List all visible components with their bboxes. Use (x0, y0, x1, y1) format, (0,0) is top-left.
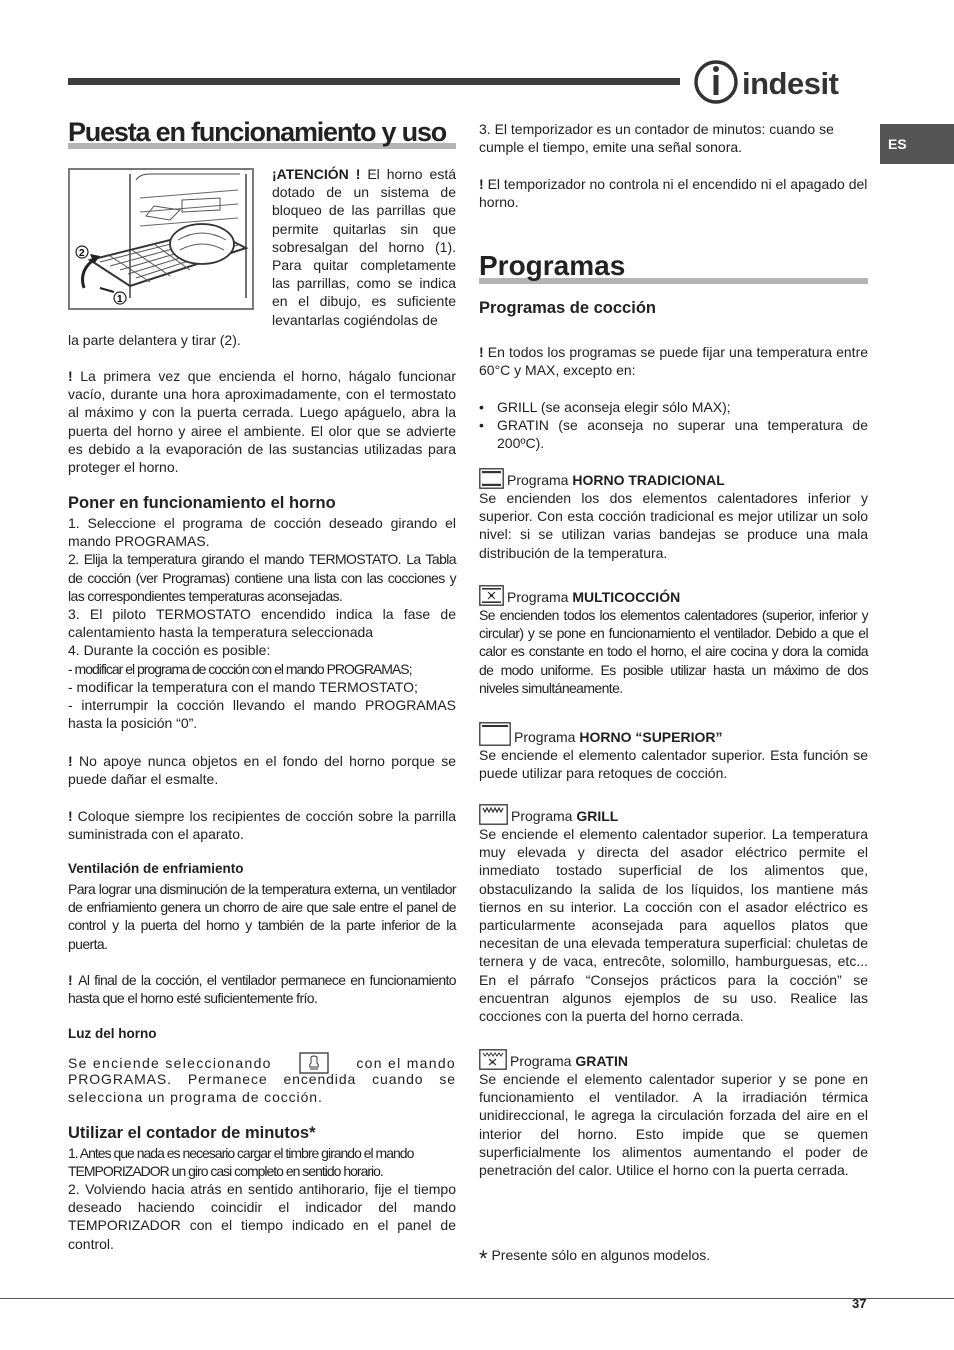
top-heat-icon (479, 722, 511, 746)
programa-word: Programa (514, 728, 576, 745)
program-grill (479, 804, 868, 1025)
program-multicooking (479, 585, 868, 697)
program-description: Se encienden todos los elementos calentadores (superior, inferior y circular) y se pone en funcionamiento el ventilador. Debido a que el calor es constante en todo el horno, el aire cocina y dora la comida de modo uniforme. Es posible utilizar hasta un máximo de dos niveles simultáneamente. (479, 607, 868, 696)
program-description: Se enciende el elemento calentador superior. Esta función se puede utilizar para retoques de cocción. (479, 747, 868, 782)
rack-warning-text: Coloque siempre los recipientes de cocción sobre la parrilla suministrada con el aparato. (68, 808, 456, 843)
exception-item: • GRATIN (se aconseja no superar una temperatura de 200ºC). (497, 416, 868, 452)
attention-label: ¡ATENCIÓN ! (272, 166, 361, 182)
multicooking-fan-icon (479, 585, 504, 606)
warning-mark: ! (68, 808, 73, 824)
ventilation-heading: Ventilación de enfriamiento (68, 861, 244, 876)
program-description: Se enciende el elemento calentador superior. La temperatura muy elevada y directa del asador eléctrico permite el inmediato tostado superficial de los alimentos que, obstaculizando la salida de los líquidos, los mantiene más tiernos en su interior. La cocción con el asador eléctrico es particularmente aconsejada para aquellos platos que necesitan de una elevada temperatura superficial: chuletas de ternera y de vaca, entrecôte, solomillo, hamburguesas, etc... En el párrafo “Consejos prácticos para la cocción” se encuentran algunos ejemplos de su uso. Realice las cocciones con la puerta del horno cerrada. (479, 826, 868, 1025)
start-step-4c: - interrumpir la cocción llevando el mando PROGRAMAS hasta la posición “0”. (68, 697, 456, 732)
timer-step-3: 3. El temporizador es un contador de minutos: cuando se cumple el tiempo, emite una señal sonora. (479, 121, 834, 156)
warning-mark: ! (68, 753, 73, 769)
light-heading: Luz del horno (68, 1026, 157, 1041)
start-step-2: 2. Elija la temperatura girando el mando TERMOSTATO. La Tabla de cocción (ver Programas) contiene una lista con las cocciones y las correspondientes temperaturas aconsejadas. (68, 551, 456, 604)
indesit-logo (694, 58, 870, 106)
start-step-1: 1. Seleccione el programa de cocción deseado girando el mando PROGRAMAS. (68, 515, 456, 550)
first-use-text: La primera vez que encienda el horno, hágalo funcionar vacío, durante una hora aproximadamente, con el termostato al máximo y con la puerta cerrada. Luego apáguelo, abra la puerta del horno y airee el ambiente. El olor que se advierte es debido a la evaporación de las sustancias utilizadas para proteger el horno. (68, 368, 457, 476)
programa-word: Programa (507, 471, 569, 488)
program-name: HORNO TRADICIONAL (572, 471, 725, 488)
timer-warning-text: El temporizador no controla ni el encendido ni el apagado del horno. (479, 176, 868, 211)
start-step-4a: - modificar el programa de cocción con el mando PROGRAMAS; (68, 660, 412, 677)
brand-wordmark: indesit (742, 66, 839, 101)
page-title: Puesta en funcionamiento y uso (68, 117, 447, 147)
light-text-a: Se enciende seleccionando (68, 1054, 272, 1071)
gratin-icon (479, 1049, 507, 1070)
programs-title: Programas (479, 250, 626, 281)
oven-rack-illustration (70, 170, 252, 308)
light-line-1 (68, 1052, 456, 1072)
timer-warning (479, 175, 868, 211)
programa-word: Programa (511, 807, 573, 824)
conventional-oven-icon (479, 468, 504, 489)
program-conventional (479, 468, 868, 562)
start-step-3: 3. El piloto TERMOSTATO encendido indica la fase de calentamiento hasta la temperatura seleccionada (68, 606, 456, 641)
figure-label-2: 2 (79, 248, 85, 259)
ventilation-warning-text: Al final de la cocción, el ventilador permanece en funcionamiento hasta que el horno esté suficientemente frío. (68, 972, 456, 1007)
bottom-warning-text: No apoye nunca objetos en el fondo del horno porque se puede dañar el esmalte. (68, 753, 457, 788)
attention-paragraph (272, 165, 456, 329)
bottom-warning (68, 752, 456, 788)
timer-step-1: 1. Antes que nada es necesario cargar el timbre girando el mando TEMPORIZADOR un giro casi completo en sentido horario. (68, 1145, 414, 1180)
program-top-heat (479, 722, 868, 782)
start-oven-heading: Poner en funcionamiento el horno (68, 494, 336, 512)
first-use-warning (68, 367, 456, 476)
figure-label-1: 1 (117, 294, 123, 305)
start-step-4b: - modificar la temperatura con el mando TERMOSTATO; (68, 678, 418, 695)
ventilation-warning (68, 971, 456, 1007)
temperature-note (479, 343, 868, 379)
timer-step-2-wrap (68, 1180, 456, 1253)
program-name: MULTICOCCIÓN (572, 588, 681, 605)
grill-icon (479, 804, 508, 825)
language-tab: ES (880, 124, 954, 164)
warning-mark: ! (68, 972, 73, 988)
start-step-4: 4. Durante la cocción es posible: (68, 642, 271, 659)
warning-mark: ! (479, 176, 484, 192)
footnote (479, 1246, 711, 1271)
program-description: Se enciende el elemento calentador superior y se pone en funcionamiento el ventilador. A la irradiación térmica unidireccional, le agrega la circulación forzada del aire en el interior del horno. Esto impide que se quemen superficialmente los alimentos aumentando el poder de penetración del calor. Utilice el horno con la puerta cerrada. (479, 1071, 868, 1179)
attention-text: El horno está dotado de un sistema de bloqueo de las parrillas que permite quitarlas sin que sobresalgan del horno (1). Para quitar completamente las parrillas, como se indica en el dibujo, es suficiente levantarlas cogiéndolas de (272, 166, 456, 328)
attention-tail: la parte delantera y tirar (2). (68, 332, 241, 348)
timer-step-2: 2. Volviendo hacia atrás en sentido antihorario, fije el tiempo deseado haciendo coincidir el indicador del mando TEMPORIZADOR con el tiempo indicado en el panel de control. (68, 1181, 456, 1252)
ventilation-text: Para lograr una disminución de la temperatura externa, un ventilador de enfriamiento genera un chorro de aire que sale entre el panel de control y la puerta del horno y también de la parte inferior de la puerta. (68, 881, 456, 952)
light-text-c: PROGRAMAS. Permanece encendida cuando se selecciona un programa de cocción. (68, 1071, 456, 1106)
warning-mark: ! (68, 368, 73, 384)
programa-word: Programa (510, 1052, 572, 1069)
header-rule (68, 78, 680, 85)
warning-mark: ! (479, 344, 484, 360)
exceptions-list (479, 398, 868, 453)
programa-word: Programa (507, 588, 569, 605)
exception-item: • GRILL (se aconseja elegir sólo MAX); (497, 398, 868, 416)
page-number: 37 (852, 1296, 867, 1311)
cooking-programs-heading: Programas de cocción (479, 299, 656, 317)
footnote-mark: * (479, 1246, 488, 1271)
rack-warning (68, 807, 456, 843)
program-description: Se encienden los dos elementos calentadores inferior y superior. Con esta cocción tradicional es mejor utilizar un solo nivel: si se utilizan varias bandejas se produce una mala distribución de la temperatura. (479, 490, 868, 561)
program-name: GRATIN (575, 1052, 628, 1069)
footnote-text: Presente sólo en algunos modelos. (491, 1247, 711, 1263)
program-gratin (479, 1049, 868, 1179)
temperature-note-text: En todos los programas se puede fijar una temperatura entre 60°C y MAX, excepto en: (479, 344, 869, 379)
rack-removal-figure (68, 168, 254, 310)
footer-rule (0, 1298, 954, 1299)
light-text-b: con el mando (356, 1054, 456, 1071)
start-steps (68, 514, 456, 732)
timer-heading: Utilizar el contador de minutos* (68, 1124, 316, 1142)
program-name: HORNO “SUPERIOR” (579, 728, 723, 745)
program-name: GRILL (576, 807, 619, 824)
